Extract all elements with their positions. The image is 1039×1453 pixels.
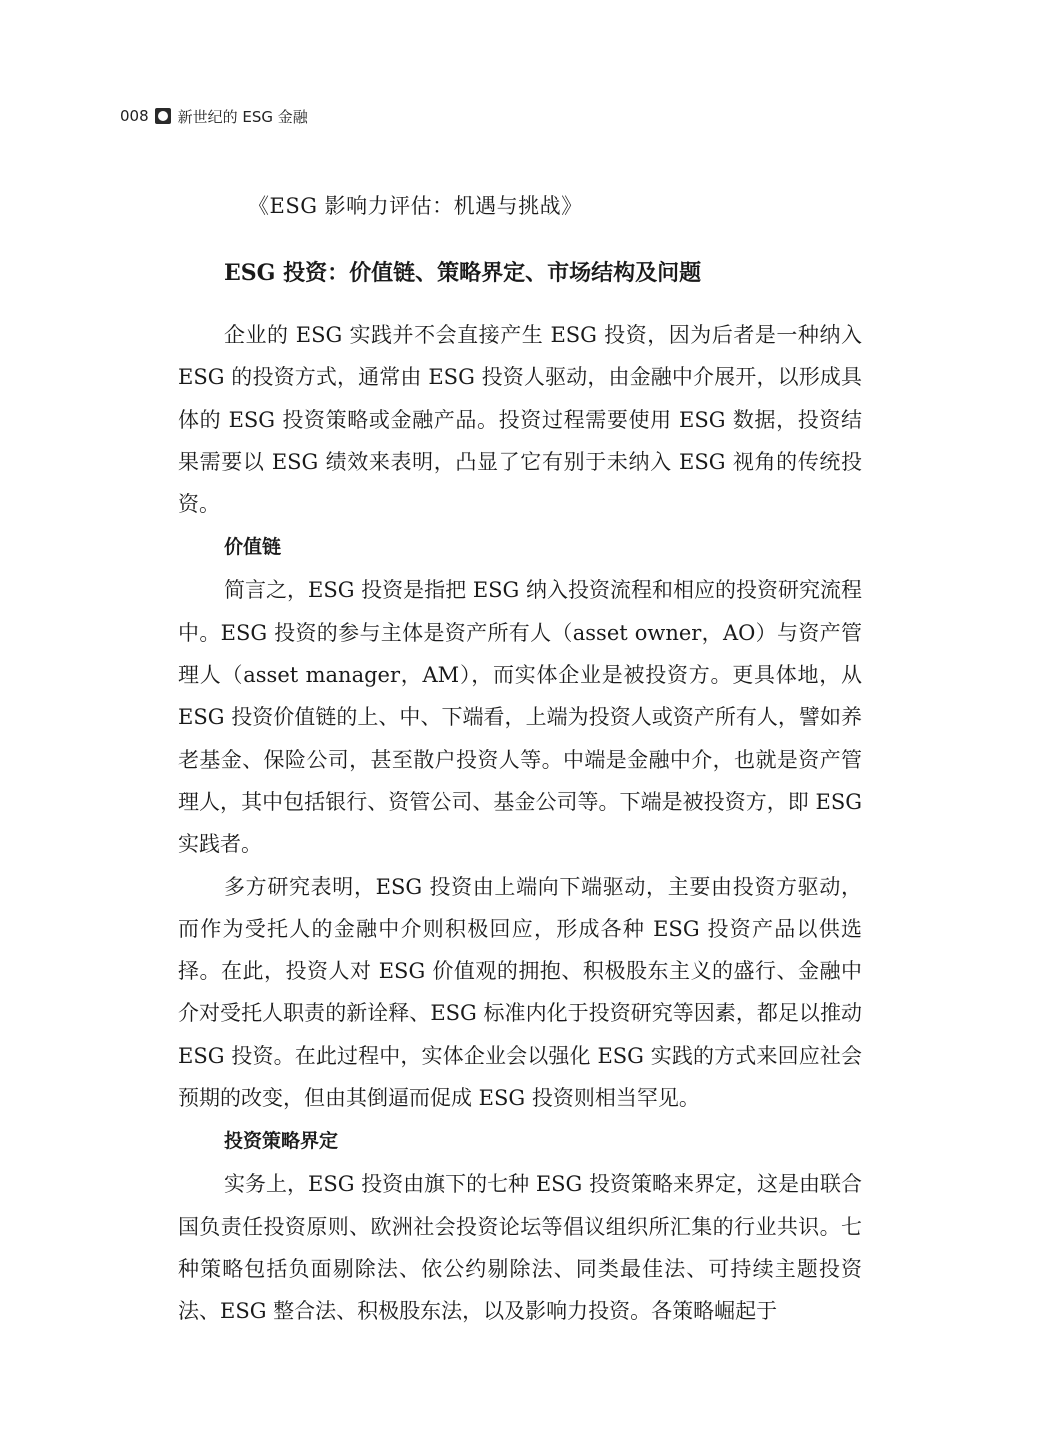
circle-square-icon: [155, 108, 171, 124]
reference-title: 《ESG 影响力评估：机遇与挑战》: [248, 194, 583, 218]
paragraph-strategy-1: 实务上，ESG 投资由旗下的七种 ESG 投资策略来界定，这是由联合国负责任投资原则、欧洲社会投资论坛等倡议组织所汇集的行业共识。七种策略包括负面剔除法、依公约剔除法、同类最佳法、可持续主题投资法、ESG 整合法、积极股东法，以及影响力投资。各策略崛起于: [178, 1172, 863, 1324]
paragraph-value-chain-2: 多方研究表明，ESG 投资由上端向下端驱动，主要由投资方驱动，而作为受托人的金融中介则积极回应，形成各种 ESG 投资产品以供选择。在此，投资人对 ESG 价值观的拥抱、积极股东主义的盛行、金融中介对受托人职责的新诠释、ESG 标准内化于投资研究等因素，都足以推动 ESG 投资。在此过程中，实体企业会以强化 ESG 实践的方式来回应社会预期的改变，但由其倒逼而促成 ESG 投资则相当罕见。: [178, 874, 862, 1111]
page-content: [178, 190, 862, 1333]
book-title: 新世纪的 ESG 金融: [177, 107, 308, 126]
subheading-value-chain: 价值链: [224, 536, 282, 559]
subheading-strategy-definition: 投资策略界定: [224, 1130, 339, 1153]
running-header: [120, 104, 308, 128]
paragraph-intro: 企业的 ESG 实践并不会直接产生 ESG 投资，因为后者是一种纳入 ESG 的投资方式，通常由 ESG 投资人驱动，由金融中介展开，以形成具体的 ESG 投资策略或金融产品。投资过程需要使用 ESG 数据，投资结果需要以 ESG 绩效来表明，凸显了它有别于未纳入 ESG 视角的传统投资。: [178, 323, 862, 517]
section-heading: ESG 投资：价值链、策略界定、市场结构及问题: [224, 260, 702, 286]
page-number: 008: [120, 107, 149, 125]
paragraph-value-chain-1: 简言之，ESG 投资是指把 ESG 纳入投资流程和相应的投资研究流程中。ESG 投资的参与主体是资产所有人（asset owner，AO）与资产管理人（asset manager，AM），而实体企业是被投资方。更具体地，从 ESG 投资价值链的上、中、下端看，上端为投资人或资产所有人，譬如养老基金、保险公司，甚至散户投资人等。中端是金融中介，也就是资产管理人，其中包括银行、资管公司、基金公司等。下端是被投资方，即 ESG 实践者。: [178, 578, 863, 857]
